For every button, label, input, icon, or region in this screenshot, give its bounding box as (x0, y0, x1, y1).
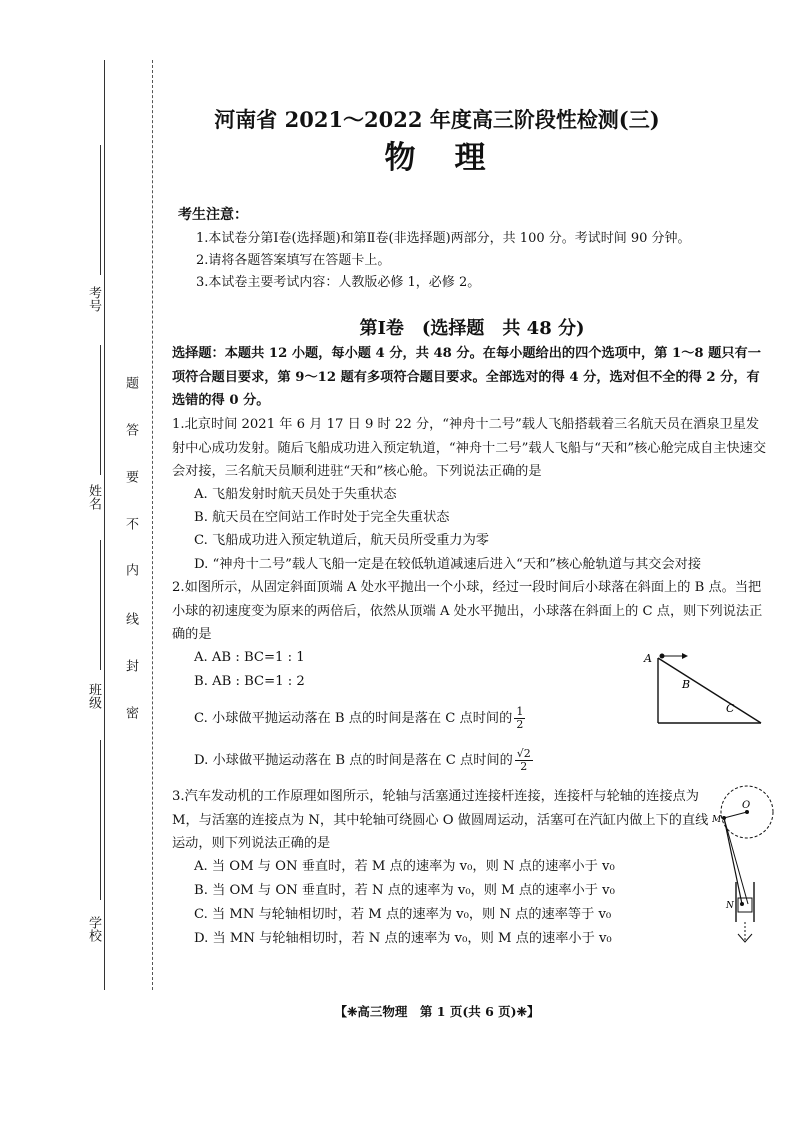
q1-option-d: D. “神舟十二号”载人飞船一定是在较低轨道减速后进入“天和”核心舱轨道与其交会对接 (194, 557, 702, 572)
q1-option-c: C. 飞船成功进入预定轨道后，航天员所受重力为零 (194, 533, 489, 548)
q2-option-d-text: D. 小球做平抛运动落在 B 点的时间是落在 C 点时间的 (194, 753, 513, 768)
q3-option-a: A. 当 OM 与 ON 垂直时，若 M 点的速率为 v₀，则 N 点的速率小于 v₀ (194, 859, 615, 874)
page-footer: 【❈高三物理 第 1 页(共 6 页)❈】 (334, 1004, 540, 1019)
section-title: 第Ⅰ卷 (选择题 共 48 分) (359, 318, 585, 339)
q2-option-d (194, 748, 533, 773)
fig-label-m: M (712, 815, 722, 825)
q1-option-b: B. 航天员在空间站工作时处于完全失重状态 (194, 510, 450, 525)
field-xuexiao: 学校 (86, 916, 101, 942)
field-xingming: 姓名 (86, 484, 101, 510)
notice-item: 3.本试卷主要考试内容：人教版必修 1，必修 2。 (196, 275, 481, 290)
exam-title: 河南省 2021～2022 年度高三阶段性检测(三) (214, 107, 660, 132)
fig-label-a: A (644, 652, 652, 665)
seal-char: 答 (123, 423, 138, 436)
banji-underline (100, 540, 101, 670)
q3-option-b: B. 当 OM 与 ON 垂直时，若 N 点的速率为 v₀，则 M 点的速率小于 v₀ (194, 883, 615, 898)
notice-item: 1.本试卷分第Ⅰ卷(选择题)和第Ⅱ卷(非选择题)两部分，共 100 分。考试时间 90 分钟。 (196, 231, 691, 246)
q2-option-a: A. AB : BC=1 : 1 (194, 650, 305, 665)
q1-option-a: A. 飞船发射时航天员处于失重状态 (194, 487, 397, 502)
seal-char: 不 (123, 517, 138, 530)
q2-option-b: B. AB : BC=1 : 2 (194, 674, 305, 689)
fig-label-b: B (682, 678, 691, 691)
subject-title: 物 理 (384, 140, 490, 176)
notice-heading: 考生注意： (178, 207, 248, 223)
q2-incline-figure (636, 648, 766, 728)
q1-stem: 1.北京时间 2021 年 6 月 17 日 9 时 22 分，“神舟十二号”载人飞船搭载着三名航天员在酒泉卫星发射中心成功发射。随后飞船成功进入预定轨道，“神舟十二号”载人飞船与“天和”核心舱完成自主快速交会对接，三名航天员顺利进驻“天和”核心舱。下列说法正确的是 (172, 417, 767, 479)
fig-label-n: N (726, 901, 734, 911)
q3-stem: 3.汽车发动机的工作原理如图所示，轮轴与活塞通过连接杆连接，连接杆与轮轴的连接点为 M，与活塞的连接点为 N，其中轮轴可绕圆心 O 做圆周运动，活塞可在汽缸内做上下的直线运动，则下列说法正确的是 (172, 789, 709, 851)
seal-char: 密 (123, 706, 138, 719)
q2-stem: 2.如图所示，从固定斜面顶端 A 处水平抛出一个小球，经过一段时间后小球落在斜面上的 B 点。当把小球的初速度变为原来的两倍后，依然从顶端 A 处水平抛出，小球落在斜面上的 C 点，则下列说法正确的是 (172, 580, 763, 642)
fig-label-c: C (726, 702, 735, 715)
field-kaohao: 考号 (86, 286, 101, 312)
fraction-numerator: 1 (516, 705, 524, 718)
seal-char: 封 (123, 659, 138, 672)
q3-option-c: C. 当 MN 与轮轴相切时，若 M 点的速率为 v₀，则 N 点的速率等于 v₀ (194, 907, 612, 922)
seal-char: 题 (123, 376, 138, 389)
fig-label-o: O (742, 800, 751, 811)
q2-option-c (194, 706, 525, 731)
fraction-numerator: √2 (516, 747, 531, 760)
q2-option-c-text: C. 小球做平抛运动落在 B 点的时间是落在 C 点时间的 (194, 711, 513, 726)
fraction-denominator: 2 (520, 760, 528, 773)
q3-engine-figure (712, 782, 776, 947)
seal-char: 内 (123, 563, 138, 576)
section-instructions: 选择题：本题共 12 小题，每小题 4 分，共 48 分。在每小题给出的四个选项中，第 1～8 题只有一项符合题目要求，第 9～12 题有多项符合题目要求。全部选对的得 4 分，选对但不全的得 2 分，有选错的得 0 分。 (172, 346, 761, 408)
q2-option-c-fraction (514, 706, 525, 731)
q3-option-d: D. 当 MN 与轮轴相切时，若 N 点的速率为 v₀，则 M 点的速率小于 v₀ (194, 931, 612, 946)
margin-line-outer (104, 60, 105, 990)
fraction-denominator: 2 (516, 718, 524, 731)
xingming-underline (100, 345, 101, 475)
notice-item: 2.请将各题答案填写在答题卡上。 (196, 253, 391, 268)
seal-char: 要 (123, 470, 138, 483)
q2-option-d-fraction (515, 748, 533, 773)
xuexiao-underline (100, 740, 101, 900)
seal-char: 线 (123, 612, 138, 625)
field-banji: 班级 (86, 683, 101, 709)
margin-dashed-line (152, 60, 153, 990)
